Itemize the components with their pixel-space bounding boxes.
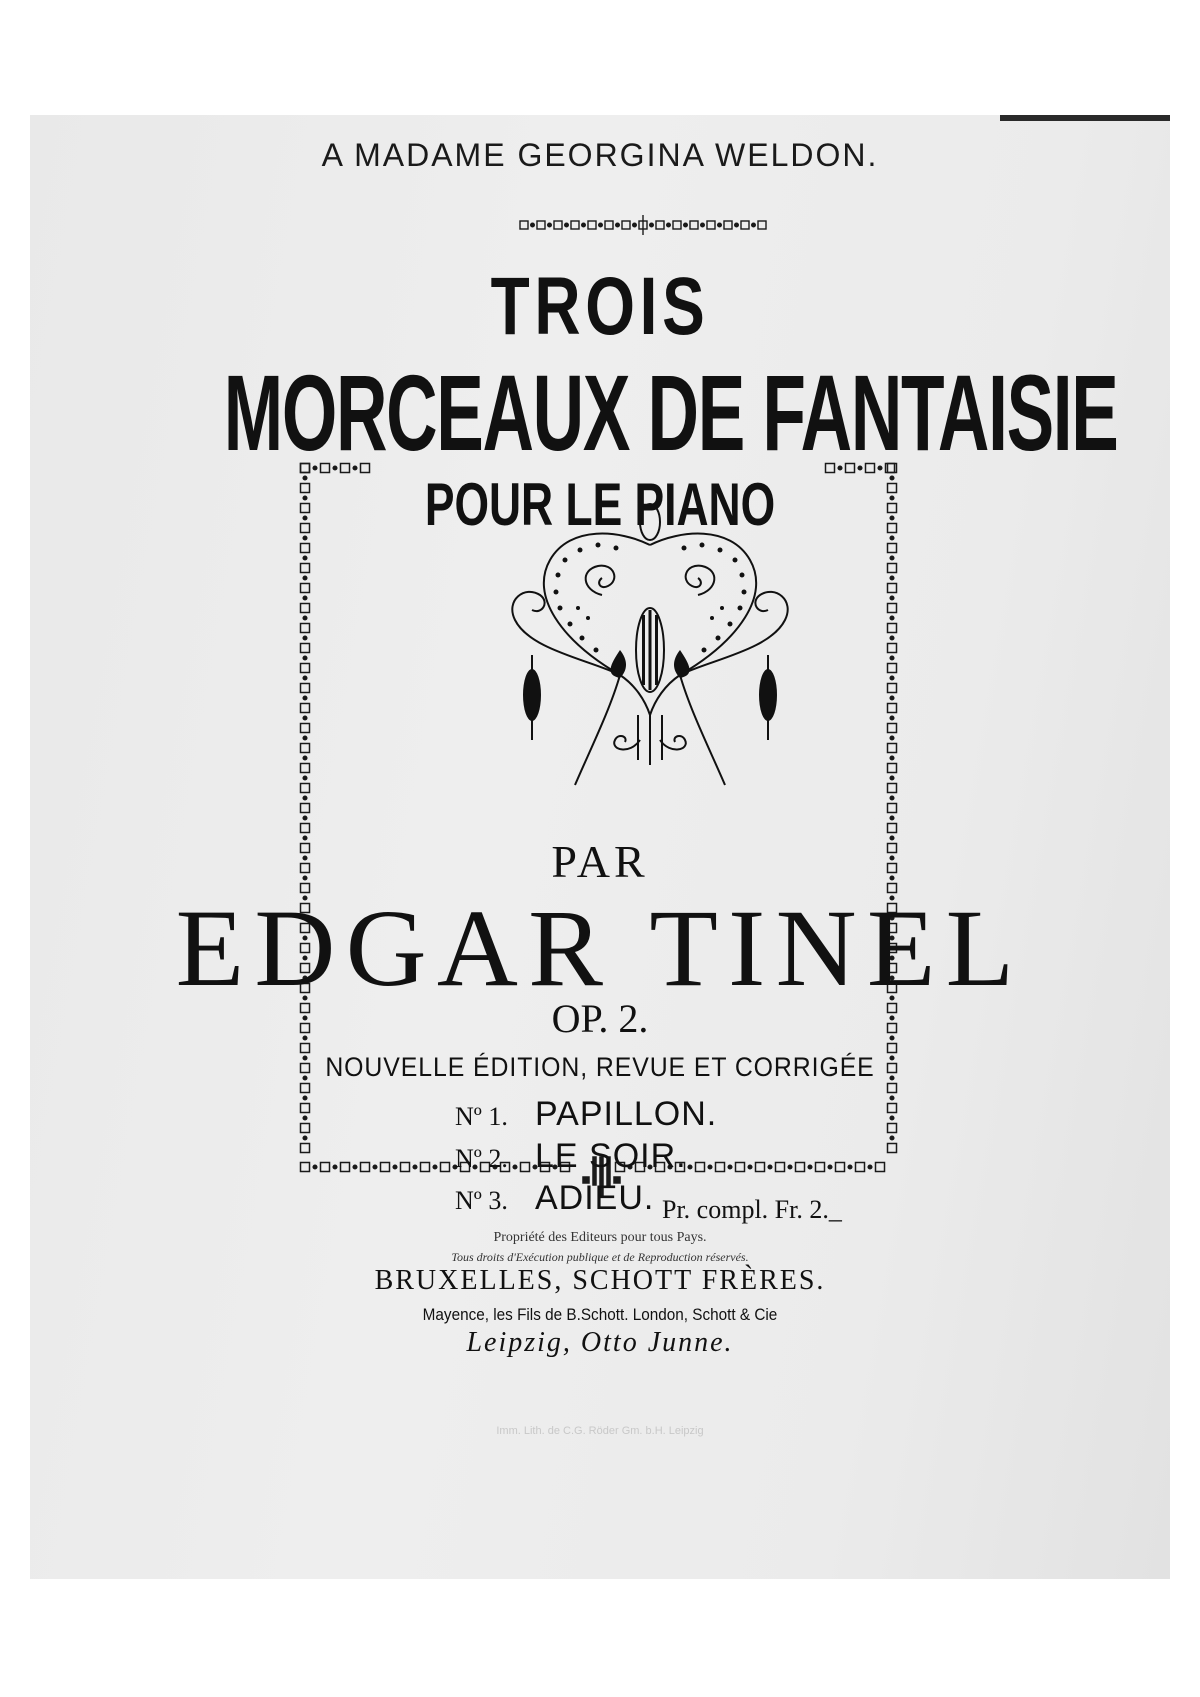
edition-note: NOUVELLE ÉDITION, REVUE ET CORRIGÉE xyxy=(325,1052,875,1082)
piece-number: Nº 3. xyxy=(455,1186,508,1215)
dedication: A MADAME GEORGINA WELDON. xyxy=(321,137,879,173)
publisher-name: BRUXELLES, SCHOTT FRÈRES. xyxy=(374,1265,826,1296)
piece-title: ADIEU. xyxy=(535,1179,655,1217)
piece-number: Nº 2. xyxy=(455,1144,508,1173)
piece-number: Nº 1. xyxy=(455,1102,508,1131)
title-page xyxy=(30,115,1170,1579)
list-item xyxy=(455,1095,717,1137)
reserved-notice: Tous droits d'Exécution publique et de Reproduction réservés. xyxy=(451,1250,749,1264)
opus-number: OP. 2. xyxy=(551,996,649,1041)
publisher-leipzig: Leipzig, Otto Junne. xyxy=(466,1327,734,1358)
title-line-3: POUR LE PIANO xyxy=(424,471,776,538)
list-item xyxy=(455,1137,717,1179)
title-line-1: TROIS xyxy=(490,261,710,352)
piece-title: PAPILLON. xyxy=(535,1095,718,1133)
small-ornament-chain xyxy=(518,215,768,235)
printer-credit: Imm. Lith. de C.G. Röder Gm. b.H. Leipzig xyxy=(496,1425,704,1437)
piece-title: LE SOIR. xyxy=(535,1137,687,1175)
publisher-branches: Mayence, les Fils de B.Schott. London, Schott & Cie xyxy=(422,1305,778,1324)
title-line-2: MORCEAUX DE FANTAISIE xyxy=(223,352,1118,473)
composer-name: EDGAR TINEL xyxy=(175,887,1025,1009)
rights-notice: Propriété des Editeurs pour tous Pays. xyxy=(493,1230,707,1245)
art-nouveau-ornament xyxy=(470,500,830,810)
price-label: Pr. compl. Fr. 2._ xyxy=(662,1195,842,1224)
by-label: PAR xyxy=(551,836,649,887)
